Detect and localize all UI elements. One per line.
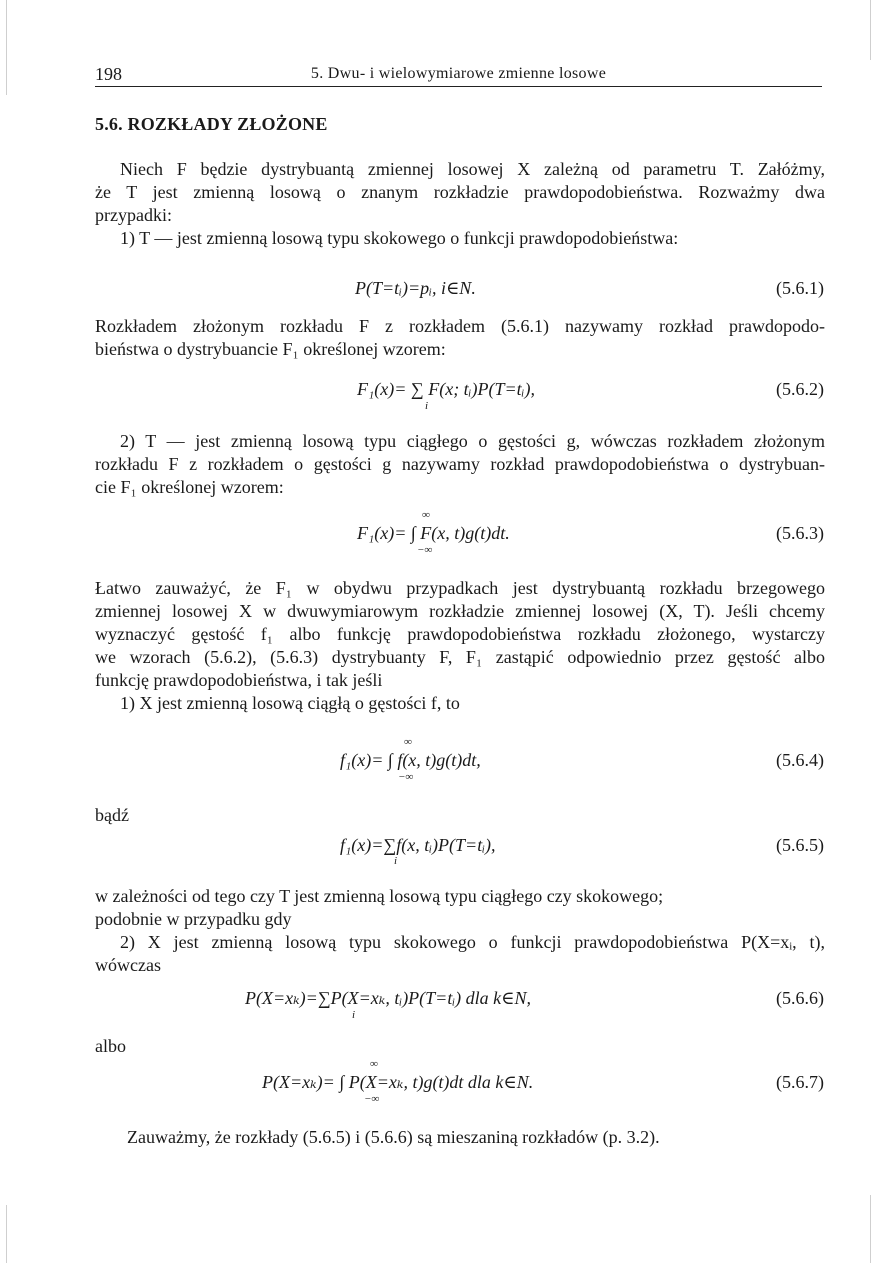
integral-lower-limit: −∞ [398, 771, 414, 783]
equation-number: (5.6.6) [776, 988, 824, 1008]
paragraph-line: Zauważmy, że rozkłady (5.6.5) i (5.6.6) są mieszaniną rozkładów (p. 3.2). [127, 1127, 660, 1147]
running-header [95, 64, 822, 87]
page-number: 198 [95, 64, 122, 84]
equation-formula: P(X=xₖ)= ∫ P(X=xₖ, t)g(t)dt dla k∈N. [262, 1072, 534, 1092]
paragraph-line: zmiennej losowej X w dwuwymiarowym rozkładzie zmiennej losowej (X, T). Jeśli chcemy [95, 601, 825, 621]
equation-formula: F₁(x)= ∫ F(x, t)g(t)dt. [357, 523, 510, 543]
equation-formula: P(X=xₖ)=∑P(X=xₖ, tᵢ)P(T=tᵢ) dla k∈N, [245, 988, 531, 1008]
paragraph-line: 2) X jest zmienną losową typu skokowego o funkcji prawdopodobieństwa P(X=xᵢ, t), [120, 932, 825, 952]
running-title: 5. Dwu- i wielowymiarowe zmienne losowe [310, 65, 607, 82]
section-title: 5.6. ROZKŁADY ZŁOŻONE [95, 114, 328, 134]
page-edge-bottom-left [6, 1205, 7, 1263]
paragraph-line: Łatwo zauważyć, że F₁ w obydwu przypadkach jest dystrybuantą rozkładu brzegowego [95, 578, 825, 598]
page-edge-bottom-right [870, 1195, 871, 1263]
equation-number: (5.6.4) [776, 750, 824, 770]
equation-sum-index: i [425, 400, 429, 412]
paragraph-line: cie F₁ określonej wzorem: [95, 477, 284, 497]
equation-number: (5.6.5) [776, 835, 824, 855]
equation-sum-index: i [352, 1009, 356, 1021]
equation-formula: P(T=tᵢ)=pᵢ, i∈N. [355, 278, 476, 298]
paragraph-line: wyznaczyć gęstość f₁ albo funkcję prawdopodobieństwa rozkładu złożonego, wystarczy [95, 624, 825, 644]
paragraph-line: przypadki: [95, 205, 172, 225]
paragraph-line: rozkładu F z rozkładem o gęstości g nazywamy rozkład prawdopodobieństwa o dystrybuan- [95, 454, 825, 474]
equation-number: (5.6.2) [776, 379, 824, 399]
integral-lower-limit: −∞ [364, 1093, 380, 1105]
paragraph-line: podobnie w przypadku gdy [95, 909, 292, 929]
equation-sum-index: i [394, 855, 398, 867]
paragraph-line: Niech F będzie dystrybuantą zmiennej losowej X zależną od parametru T. Załóżmy, [120, 159, 825, 179]
page-edge-left [6, 0, 7, 95]
paragraph-line: 2) T — jest zmienną losową typu ciągłego o gęstości g, wówczas rozkładem złożonym [120, 431, 825, 451]
paragraph-line: albo [95, 1036, 126, 1056]
integral-upper-limit: ∞ [422, 509, 430, 521]
paragraph-line: we wzorach (5.6.2), (5.6.3) dystrybuanty F, F₁ zastąpić odpowiednio przez gęstość albo [95, 647, 825, 667]
paragraph-line: 1) T — jest zmienną losową typu skokowego o funkcji prawdopodobieństwa: [120, 228, 679, 248]
paragraph-line: 1) X jest zmienną losową ciągłą o gęstości f, to [120, 693, 460, 713]
equation-formula: f₁(x)=∑f(x, tᵢ)P(T=tᵢ), [340, 835, 496, 855]
paragraph-line: w zależności od tego czy T jest zmienną losową typu ciągłego czy skokowego; [95, 886, 664, 906]
integral-upper-limit: ∞ [370, 1058, 378, 1070]
paragraph-line: bieństwa o dystrybuancie F₁ określonej wzorem: [95, 339, 446, 359]
page-edge-right [870, 0, 871, 60]
integral-upper-limit: ∞ [404, 736, 412, 748]
equation-formula: f₁(x)= ∫ f(x, t)g(t)dt, [340, 750, 481, 770]
equation-number: (5.6.3) [776, 523, 824, 543]
equation-formula: F₁(x)= ∑ F(x; tᵢ)P(T=tᵢ), [357, 379, 536, 399]
paragraph-line: wówczas [95, 955, 161, 975]
paragraph-line: Rozkładem złożonym rozkładu F z rozkładem (5.6.1) nazywamy rozkład prawdopodo- [95, 316, 825, 336]
equation-number: (5.6.1) [776, 278, 824, 298]
paragraph-line: funkcję prawdopodobieństwa, i tak jeśli [95, 670, 383, 690]
paragraph-line: bądź [95, 805, 129, 825]
paragraph-line: że T jest zmienną losową o znanym rozkładzie prawdopodobieństwa. Rozważmy dwa [95, 182, 825, 202]
equation-number: (5.6.7) [776, 1072, 824, 1092]
integral-lower-limit: −∞ [417, 544, 433, 556]
